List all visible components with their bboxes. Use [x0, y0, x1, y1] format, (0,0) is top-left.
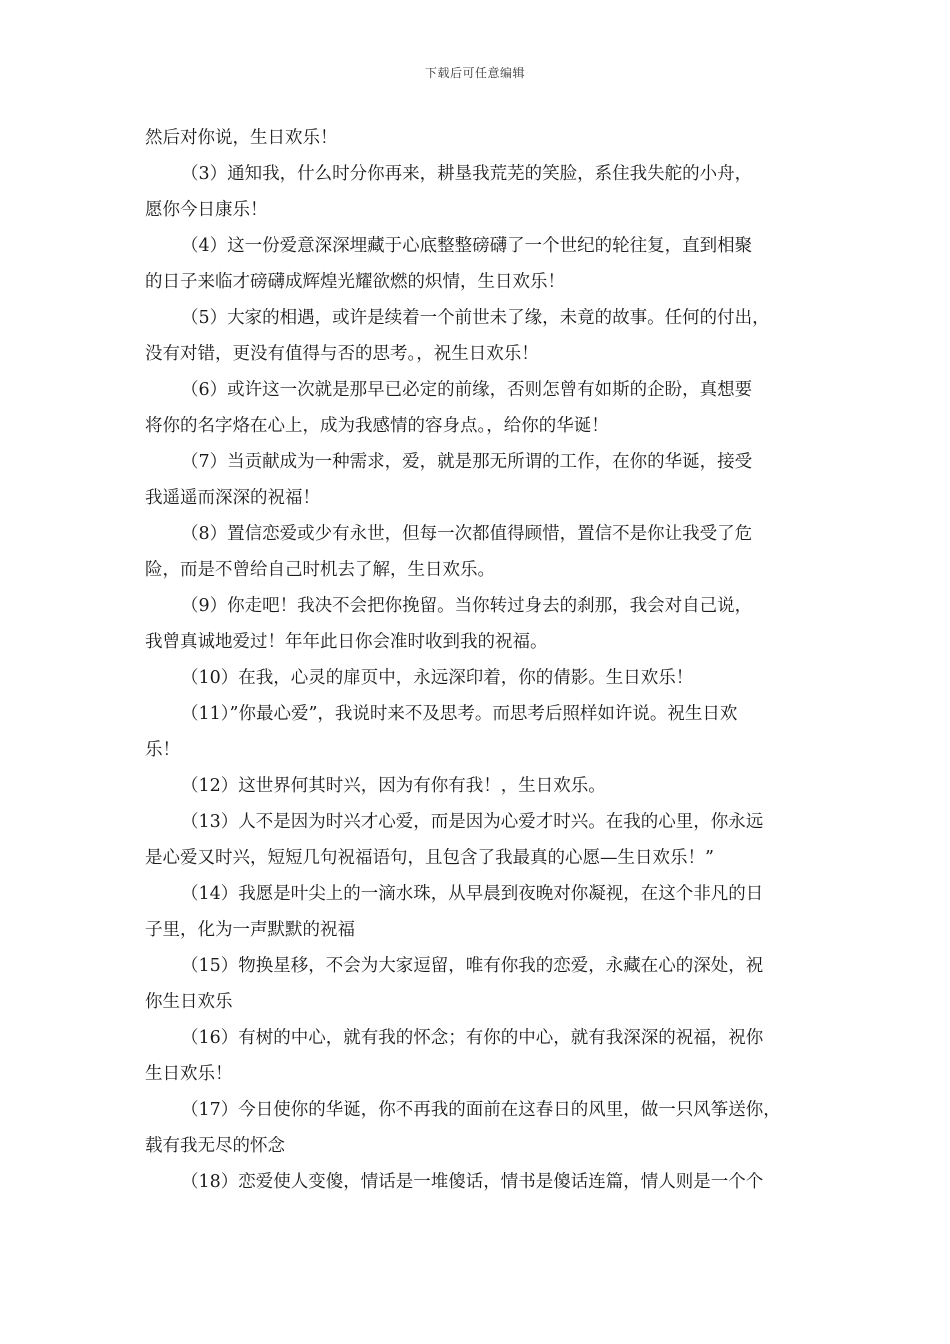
- text-line: （4）这一份爱意深深埋藏于心底整整磅礴了一个世纪的轮往复，直到相聚: [181, 236, 753, 256]
- text-line: （5）大家的相遇，或许是续着一个前世未了缘，未竟的故事。任何的付出，: [181, 308, 770, 328]
- text-line: （11）”你最心爱”，我说时来不及思考。而思考后照样如许说。祝生日欢: [181, 704, 738, 724]
- text-line: （17）今日使你的华诞，你不再我的面前在这春日的风里，做一只风筝送你，: [181, 1100, 781, 1120]
- text-line: 子里，化为一声默默的祝福: [145, 920, 355, 940]
- text-line: 生日欢乐！: [145, 1064, 233, 1084]
- text-line: （6）或许这一次就是那早已必定的前缘，否则怎曾有如斯的企盼，真想要: [181, 380, 753, 400]
- text-line: （12）这世界何其时兴，因为有你有我！，生日欢乐。: [181, 776, 606, 796]
- text-line: （14）我愿是叶尖上的一滴水珠，从早晨到夜晚对你凝视，在这个非凡的日: [181, 884, 764, 904]
- text-line: （9）你走吧！我决不会把你挽留。当你转过身去的刹那，我会对自己说，: [181, 596, 753, 616]
- text-line: 的日子来临才磅礴成辉煌光耀欲燃的炽情，生日欢乐！: [145, 272, 565, 292]
- text-line: （15）物换星移，不会为大家逗留，唯有你我的恋爱，永藏在心的深处，祝: [181, 956, 764, 976]
- text-line: 乐！: [145, 740, 180, 760]
- text-line: 险，而是不曾给自己时机去了解，生日欢乐。: [145, 560, 495, 580]
- text-line: 是心爱又时兴，短短几句祝福语句，且包含了我最真的心愿—生日欢乐！”: [145, 848, 714, 868]
- text-line: 载有我无尽的怀念: [145, 1136, 285, 1156]
- text-line: 然后对你说，生日欢乐！: [145, 128, 338, 148]
- page-header: 下载后可任意编辑: [424, 66, 525, 80]
- text-line: 你生日欢乐: [145, 992, 233, 1012]
- text-line: （18）恋爱使人变傻，情话是一堆傻话，情书是傻话连篇，情人则是一个个: [181, 1172, 764, 1192]
- text-line: （13）人不是因为时兴才心爱，而是因为心爱才时兴。在我的心里，你永远: [181, 812, 764, 832]
- text-line: （7）当贡献成为一种需求，爱，就是那无所谓的工作，在你的华诞，接受: [181, 452, 753, 472]
- document-body: [145, 120, 809, 1200]
- text-line: 没有对错，更没有值得与否的思考。，祝生日欢乐！: [145, 344, 539, 364]
- text-line: （3）通知我，什么时分你再来，耕垦我荒芜的笑脸，系住我失舵的小舟，: [181, 164, 753, 184]
- text-line: （10）在我，心灵的扉页中，永远深印着，你的倩影。生日欢乐！: [181, 668, 694, 688]
- text-line: 我遥遥而深深的祝福！: [145, 488, 320, 508]
- text-line: （8）置信恋爱或少有永世，但每一次都值得顾惜，置信不是你让我受了危: [181, 524, 753, 544]
- text-line: 将你的名字烙在心上，成为我感情的容身点。，给你的华诞！: [145, 416, 609, 436]
- text-line: 我曾真诚地爱过！年年此日你会准时收到我的祝福。: [145, 632, 548, 652]
- text-line: 愿你今日康乐！: [145, 200, 268, 220]
- text-line: （16）有树的中心，就有我的怀念；有你的中心，就有我深深的祝福，祝你: [181, 1028, 764, 1048]
